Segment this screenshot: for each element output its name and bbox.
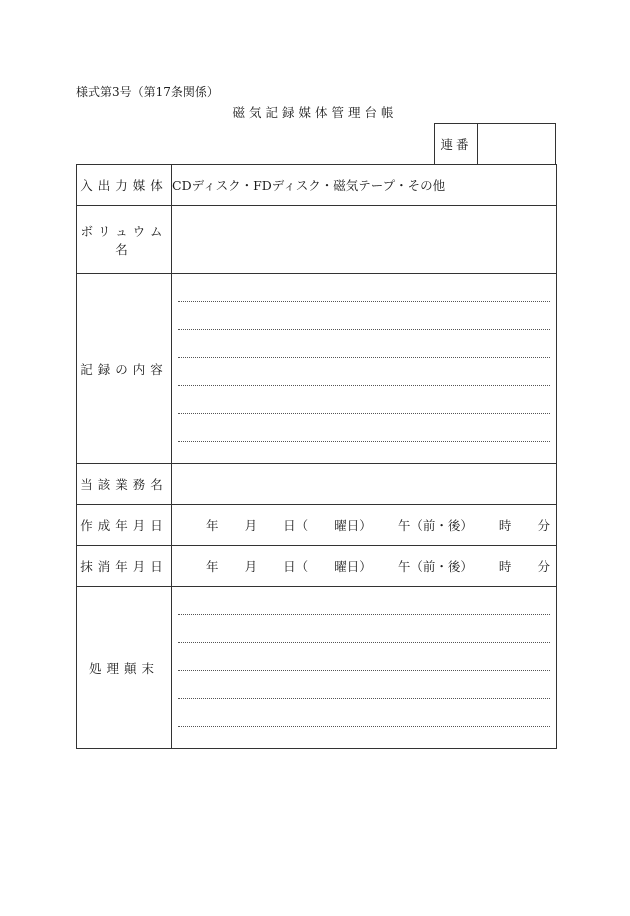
created-datetime-field[interactable] <box>172 505 557 546</box>
business-label: 当該業務名 <box>77 464 172 505</box>
disposal-field[interactable] <box>172 587 557 749</box>
ampm-unit: 午（前・後） <box>397 559 473 574</box>
row-media <box>77 165 557 206</box>
ampm-unit: 午（前・後） <box>397 518 473 533</box>
row-volume <box>77 206 557 274</box>
month-unit: 月 <box>244 518 258 533</box>
year-unit: 年 <box>206 559 219 574</box>
minute-unit: 分 <box>537 559 550 574</box>
dotted-line <box>178 358 550 386</box>
day-weekday-open: 日（ <box>283 559 309 574</box>
serial-number-label: 連番 <box>435 124 478 164</box>
media-label: 入出力媒体 <box>77 165 172 206</box>
day-weekday-open: 日（ <box>283 518 309 533</box>
dotted-line <box>178 671 550 699</box>
business-field[interactable] <box>172 464 557 505</box>
dotted-line <box>178 274 550 302</box>
dotted-line <box>178 386 550 414</box>
dotted-line <box>178 699 550 727</box>
dotted-line <box>178 414 550 442</box>
row-deleted <box>77 546 557 587</box>
media-options[interactable]: CDディスク・FDディスク・磁気テープ・その他 <box>172 165 557 206</box>
volume-label: ボリュウム名 <box>77 206 172 274</box>
row-business <box>77 464 557 505</box>
volume-field[interactable] <box>172 206 557 274</box>
dotted-line <box>178 587 550 615</box>
content-label: 記録の内容 <box>77 274 172 464</box>
year-unit: 年 <box>206 518 219 533</box>
row-disposal <box>77 587 557 749</box>
dotted-line <box>178 330 550 358</box>
deleted-label: 抹消年月日 <box>77 546 172 587</box>
hour-unit: 時 <box>498 559 512 574</box>
document-title: 磁気記録媒体管理台帳 <box>232 105 398 120</box>
minute-unit: 分 <box>537 518 550 533</box>
serial-number-box <box>434 123 556 164</box>
ledger-form-table <box>76 164 557 749</box>
disposal-label: 処理顛末 <box>77 587 172 749</box>
hour-unit: 時 <box>498 518 512 533</box>
content-field[interactable] <box>172 274 557 464</box>
month-unit: 月 <box>244 559 258 574</box>
serial-number-field[interactable] <box>478 124 555 164</box>
weekday-close: 曜日） <box>334 559 372 574</box>
dotted-line <box>178 302 550 330</box>
dotted-line <box>178 643 550 671</box>
weekday-close: 曜日） <box>334 518 372 533</box>
dotted-line <box>178 615 550 643</box>
row-content <box>77 274 557 464</box>
deleted-datetime-field[interactable] <box>172 546 557 587</box>
form-reference: 様式第3号（第17条関係） <box>76 85 219 99</box>
row-created <box>77 505 557 546</box>
created-label: 作成年月日 <box>77 505 172 546</box>
